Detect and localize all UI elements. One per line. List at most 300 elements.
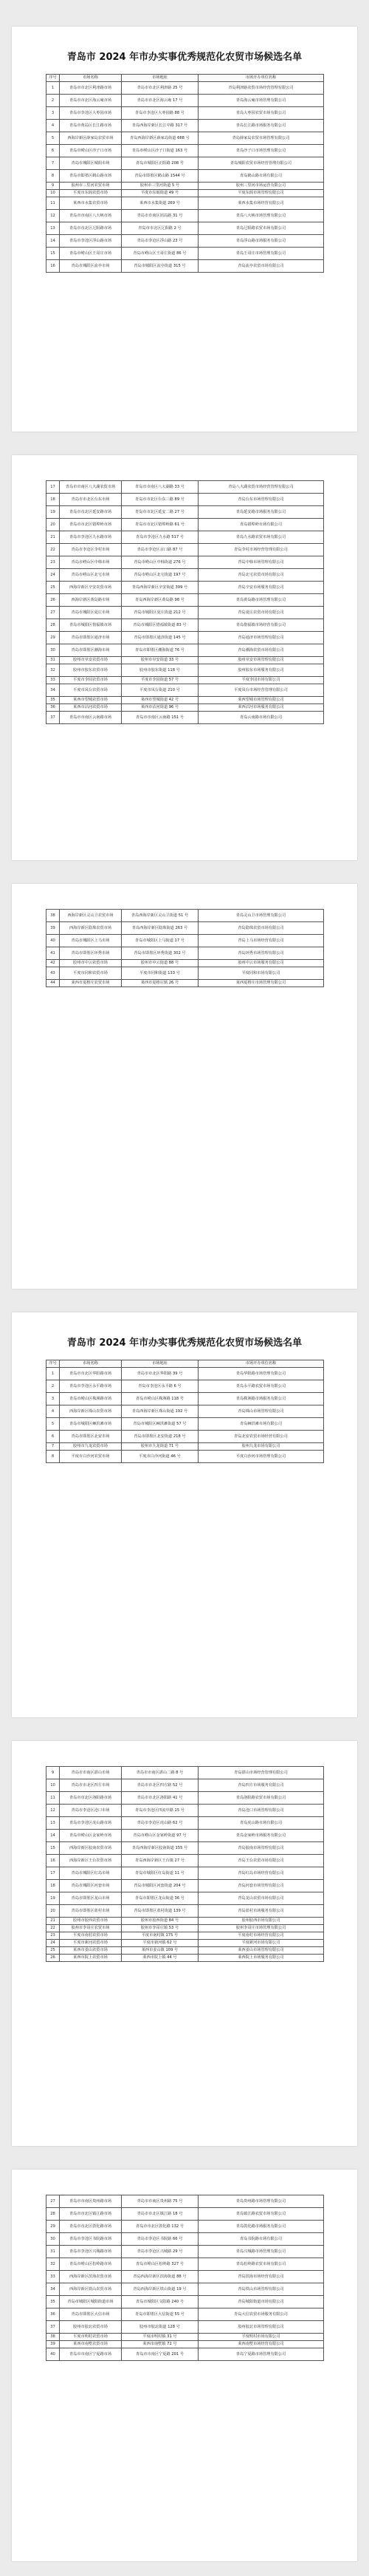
cell-market-name: 青岛市市南区贵州路市场 [60,2195,122,2208]
cell-market-address: 青岛市市南区宁夏路 201 号 [122,2348,199,2361]
cell-number: 17 [46,481,60,494]
cell-market-address: 青岛市崂山区金家岭街道 97 号 [122,1830,199,1842]
cell-operator-name: 平度李园市场有限公司 [199,677,324,684]
cell-market-name: 青岛市李沧区李村市场 [60,544,122,556]
cell-market-address: 青岛市李沧区四流中路 15 号 [122,1805,199,1817]
cell-number: 40 [46,2348,60,2361]
cell-number: 14 [46,1830,60,1842]
cell-number: 28 [46,2208,60,2221]
cell-market-address: 莱西市南墅镇 72 号 [122,2341,199,2348]
cell-operator-name: 莱西院上市场服务有限公司 [199,1955,324,1962]
cell-operator-name: 青岛城阳街道市场有限公司 [199,2296,324,2308]
cell-number: 19 [46,506,60,519]
cell-operator-name: 胶州李哥庄市场管理有限公司 [199,1925,324,1932]
table-row [46,569,324,582]
cell-market-address: 青岛市即墨区潮海街道 76 号 [122,644,199,657]
table-row [46,2271,324,2283]
cell-number: 41 [46,947,60,960]
cell-number: 13 [46,222,60,235]
cell-operator-name: 青岛洛阳路农贸市场有限公司 [199,1792,324,1805]
cell-number: 36 [46,704,60,712]
cell-market-address: 青岛市即墨区北安街道 218 号 [122,1431,199,1443]
cell-operator-name: 青岛灵山卫市场管理有限公司 [199,910,324,922]
cell-operator-name: 青岛蓝村市场服务有限公司 [199,1905,324,1918]
cell-market-address: 青岛市即墨区龙山街道 36 号 [122,1892,199,1905]
table-row [46,657,324,664]
cell-number: 32 [46,664,60,677]
cell-market-name: 西海岸新区灵山卫农贸市场 [60,910,122,922]
cell-number: 4 [46,120,60,132]
cell-market-name: 青岛市市北区海云庵市场 [60,95,122,107]
cell-market-name: 莱西市水集农贸市场 [60,197,122,210]
cell-operator-name: 青岛辽阳路农贸市场有限公司 [199,222,324,235]
cell-number: 18 [46,1880,60,1892]
cell-operator-name: 胶州阜安市场管理有限公司 [199,657,324,664]
cell-market-name: 莱西市夏格庄农贸市场 [60,980,122,987]
table-row [46,145,324,157]
cell-market-name: 青岛市李沧区书院路市场 [60,2233,122,2246]
table-row [46,1932,324,1940]
cell-market-name: 青岛市市北区华阳路市场 [60,1368,122,1380]
market-table [46,1766,324,1962]
cell-market-name: 青岛市崂山区金家岭市场 [60,1830,122,1842]
cell-operator-name: 青岛铁山市场管理有限公司 [199,2283,324,2296]
table-row [46,607,324,619]
cell-market-name: 青岛市即墨区龙山市场 [60,1892,122,1905]
cell-market-name: 青岛市市北区洛阳路市场 [60,1792,122,1805]
cell-number: 15 [46,248,60,260]
cell-market-name: 平度市李园农贸市场 [60,677,122,684]
cell-operator-name: 青岛王哥庄市场管理有限公司 [199,248,324,260]
cell-market-name: 青岛市即墨区潮海市场 [60,644,122,657]
table-row [46,1947,324,1955]
cell-operator-name: 青岛松岭路农贸市场有限公司 [199,2258,324,2271]
cell-market-name: 平度市新河农贸市场 [60,1940,122,1947]
cell-operator-name: 青岛沧口市场管理有限公司 [199,1805,324,1817]
document-page-3 [12,884,357,1289]
cell-market-address: 青岛市市南区贵州路 75 号 [122,2195,199,2208]
table-row [46,697,324,704]
cell-number: 43 [46,967,60,980]
cell-number: 18 [46,494,60,506]
table-row [46,2308,324,2321]
cell-market-name: 青岛市李沧区永平路市场 [60,1380,122,1393]
table-row [46,960,324,967]
table-row [46,222,324,235]
cell-operator-name: 莱西沽河市场服务有限公司 [199,704,324,712]
cell-market-name: 青岛市城阳区流亭市场 [60,260,122,273]
cell-operator-name: 青岛惜福镇市场经营有限公司 [199,619,324,632]
cell-operator-name: 莱西望城市场管理有限公司 [199,697,324,704]
cell-market-address: 青岛西海岸新区铁山街道 19 号 [122,2283,199,2296]
cell-market-address: 青岛西海岸新区胶南街道 155 号 [122,1842,199,1855]
cell-operator-name: 青岛株洲路市场服务有限公司 [199,1393,324,1405]
cell-number: 38 [46,2334,60,2341]
cell-market-name: 青岛市崂山区沙子口市场 [60,145,122,157]
document-page-1 [12,27,357,432]
table-row [46,644,324,657]
table-row [46,2233,324,2246]
table-row [46,2296,324,2308]
cell-market-address: 青岛市即墨区环秀街道 302 号 [122,947,199,960]
table-row [46,1940,324,1947]
cell-market-address: 平度市李园街道 57 号 [122,677,199,684]
cell-number: 5 [46,132,60,145]
table-row [46,95,324,107]
cell-market-address: 平度市新河镇 62 号 [122,1940,199,1947]
cell-operator-name: 青岛北宅农贸市场有限公司 [199,569,324,582]
cell-operator-name: 青岛宁夏路市场管理有限公司 [199,2348,324,2361]
table-row [46,1443,324,1451]
cell-operator-name: 青岛夏庄农贸市场有限公司 [199,607,324,619]
table-row [46,684,324,697]
cell-number: 38 [46,910,60,922]
cell-market-name: 青岛市黄岛区长江路市场 [60,120,122,132]
cell-market-name: 西海岸新区铁山农贸市场 [60,2283,122,2296]
table-row [46,967,324,980]
cell-market-name: 青岛市李沧区沧口市场 [60,1805,122,1817]
cell-market-name: 莱西市院上农贸市场 [60,1955,122,1962]
header-market-name: 市场名称 [60,75,122,82]
cell-operator-name: 青岛上马市场经营有限公司 [199,935,324,947]
cell-number: 20 [46,519,60,531]
table-row [46,704,324,712]
cell-number: 9 [46,1767,60,1779]
cell-number: 29 [46,632,60,644]
cell-operator-name: 青岛贵州路市场管理有限公司 [199,2195,324,2208]
cell-operator-name: 青岛鹤山路市场有限公司 [199,170,324,183]
table-row [46,1918,324,1925]
cell-market-name: 胶州市九龙农贸市场 [60,1443,122,1451]
cell-market-address: 莱西市姜山镇 109 号 [122,1947,199,1955]
cell-market-address: 平度市南村镇 175 号 [122,1932,199,1940]
cell-market-name: 青岛市市北区镇江路市场 [60,2208,122,2221]
table-row [46,1925,324,1932]
document-page-5 [12,1741,357,2146]
cell-operator-name: 青岛辛安市场服务有限公司 [199,582,324,594]
cell-market-name: 西海岸新区滨海农贸市场 [60,2271,122,2283]
cell-market-address: 胶州市三里河街道 5 号 [122,183,199,190]
cell-market-address: 青岛西海岸新区黄岛路 98 号 [122,594,199,607]
table-row [46,2283,324,2296]
cell-number: 26 [46,594,60,607]
cell-market-address: 青岛市市南区云南路 151 号 [122,712,199,724]
table-row [46,519,324,531]
cell-market-name: 胶州市阜安农贸市场 [60,657,122,664]
cell-number: 30 [46,2233,60,2246]
table-row [46,1830,324,1842]
cell-operator-name: 青岛海云庵市场管理有限公司 [199,95,324,107]
cell-market-name: 青岛市市北区四方市场 [60,1779,122,1792]
market-table [46,2195,324,2361]
cell-operator-name: 青岛通济市场管理有限公司 [199,632,324,644]
cell-market-name: 胶州市李哥庄农贸市场 [60,1925,122,1932]
cell-number: 12 [46,210,60,222]
cell-number: 23 [46,1932,60,1940]
market-table [46,480,324,724]
cell-operator-name: 平度东阁市场管理有限公司 [199,190,324,197]
cell-operator-name: 平度新河市场有限公司 [199,1940,324,1947]
cell-market-name: 青岛市崂山区松岭路市场 [60,2258,122,2271]
table-row [46,197,324,210]
cell-number: 39 [46,2341,60,2348]
cell-market-address: 青岛市李沧区虎山路 62 号 [122,1817,199,1830]
table-row [46,594,324,607]
table-row [46,2195,324,2208]
cell-market-name: 青岛市李沧区大枣园市场 [60,107,122,120]
cell-market-address: 青岛西海岸新区隐珠街道 263 号 [122,922,199,935]
table-row [46,2348,324,2361]
cell-market-name: 青岛市即墨区鹤山路市场 [60,170,122,183]
cell-market-address: 青岛市市北区延安二路 27 号 [122,506,199,519]
table-row [46,506,324,519]
table-row [46,910,324,922]
table-row [46,157,324,170]
cell-number: 25 [46,1947,60,1955]
cell-market-name: 青岛市城阳区城阳市场 [60,157,122,170]
table-row [46,2208,324,2221]
cell-market-name: 青岛市市南区八大湖农贸市场 [60,481,122,494]
cell-operator-name: 青岛八大湖农贸市场经营管理有限公司 [199,481,324,494]
table-row [46,619,324,632]
cell-number: 28 [46,619,60,632]
table-row [46,210,324,222]
table-row [46,922,324,935]
cell-number: 15 [46,1842,60,1855]
cell-number: 39 [46,922,60,935]
table-row [46,1867,324,1880]
cell-operator-name: 平度南村市场经营有限公司 [199,1932,324,1940]
cell-operator-name: 青岛薛家岛农贸市场管理有限公司 [199,132,324,145]
cell-number: 8 [46,170,60,183]
cell-number: 33 [46,677,60,684]
cell-market-address: 青岛西海岸新区薛家岛街道 668 号 [122,132,199,145]
cell-number: 22 [46,544,60,556]
table-row [46,1792,324,1805]
cell-operator-name: 青岛北安农贸市场经营有限公司 [199,1431,324,1443]
table-row [46,170,324,183]
cell-market-address: 青岛市市北区敦化路 132 号 [122,2221,199,2233]
table-row [46,1431,324,1443]
cell-operator-name: 平度凤台市场经营管理有限公司 [199,684,324,697]
cell-market-address: 胶州市胶东街道 118 号 [122,664,199,677]
table-row [46,544,324,556]
cell-market-address: 平度市同和街道 133 号 [122,967,199,980]
cell-operator-name: 青岛书院路市场有限公司 [199,2233,324,2246]
cell-market-address: 青岛西海岸新区灵山卫街道 51 号 [122,910,199,922]
table-row [46,107,324,120]
cell-number: 27 [46,607,60,619]
cell-market-address: 青岛市城阳区正阳路 208 号 [122,157,199,170]
table-row [46,712,324,724]
cell-operator-name: 胶州胶东市场服务有限公司 [199,664,324,677]
cell-market-address: 青岛市崂山区沙子口街道 163 号 [122,145,199,157]
table-row [46,1451,324,1463]
cell-operator-name: 青岛中韩市场管理有限公司 [199,556,324,569]
cell-number: 16 [46,1855,60,1867]
cell-market-name: 平度市南村农贸市场 [60,1932,122,1940]
cell-operator-name: 青岛金家岭市场服务有限公司 [199,1830,324,1842]
table-row [46,531,324,544]
cell-market-name: 青岛市即墨区通济市场 [60,632,122,644]
cell-operator-name: 青岛虎山路市场有限公司 [199,1817,324,1830]
cell-market-name: 青岛市李沧区兴城路市场 [60,2246,122,2258]
table-row [46,556,324,569]
cell-operator-name: 莱西水集市场经营有限公司 [199,197,324,210]
table-row [46,190,324,197]
cell-market-name: 莱西市姜山农贸市场 [60,1947,122,1955]
cell-operator-name: 青岛珠山市场管理有限公司 [199,1405,324,1418]
cell-operator-name: 青岛延安路市场服务有限公司 [199,506,324,519]
table-row [46,1842,324,1855]
cell-market-address: 青岛西海岸新区珠山街道 192 号 [122,1405,199,1418]
cell-number: 21 [46,1918,60,1925]
market-table [46,909,324,987]
table-row [46,132,324,145]
cell-market-name: 青岛市崂山区株洲路市场 [60,1393,122,1405]
cell-market-address: 青岛西海岸新区辛安街道 399 号 [122,582,199,594]
cell-number: 10 [46,1779,60,1792]
cell-market-address: 青岛市崂山区松岭路 327 号 [122,2258,199,2271]
table-row [46,1955,324,1962]
cell-operator-name: 胶州胶北市场管理有限公司 [199,2321,324,2334]
cell-number: 24 [46,569,60,582]
cell-operator-name: 莱西姜山市场管理有限公司 [199,1947,324,1955]
cell-number: 21 [46,531,60,544]
table-row [46,1779,324,1792]
cell-operator-name: 青岛大信农贸市场服务有限公司 [199,2308,324,2321]
table-row [46,2334,324,2341]
cell-market-address: 青岛市李沧区大枣园路 88 号 [122,107,199,120]
cell-number: 9 [46,183,60,190]
cell-market-address: 莱西市水集街道 269 号 [122,197,199,210]
cell-market-name: 胶州市中云农贸市场 [60,960,122,967]
cell-operator-name: 青岛云南路市场有限公司 [199,712,324,724]
cell-operator-name: 平度白沙河市场管理有限公司 [199,1451,324,1463]
cell-operator-name: 青岛华阳路市场管理有限公司 [199,1368,324,1380]
cell-operator-name: 青岛红岛市场经营有限公司 [199,1867,324,1880]
market-table [46,74,324,273]
cell-operator-name: 青岛滨海市场经营有限公司 [199,2271,324,2283]
cell-operator-name: 青岛错埠岭市场有限公司 [199,519,324,531]
cell-market-name: 青岛市市南区宁夏路市场 [60,2348,122,2361]
cell-market-address: 青岛市城阳区夏庄街道 212 号 [122,607,199,619]
cell-market-address: 青岛市城阳区文阳路 240 号 [122,2296,199,2308]
table-row [46,1905,324,1918]
header-market-name: 市场名称 [60,1360,122,1368]
table-row [46,1405,324,1418]
table-row [46,1767,324,1779]
cell-operator-name: 青岛胶南市场管理有限公司 [199,1842,324,1855]
cell-market-name: 青岛市市北区台东市场 [60,494,122,506]
cell-number: 37 [46,712,60,724]
cell-operator-name: 莱西夏格庄市场管理有限公司 [199,980,324,987]
cell-operator-name: 青岛兴城路市场管理有限公司 [199,2246,324,2258]
table-row [46,2341,324,2348]
table-row [46,677,324,684]
cell-market-address: 胶州市胶西街道 84 号 [122,1918,199,1925]
cell-number: 25 [46,582,60,594]
cell-operator-name: 莱西南墅市场经营有限公司 [199,2341,324,2348]
table-row [46,1418,324,1431]
cell-market-name: 青岛市市北区延安路市场 [60,506,122,519]
cell-market-name: 西海岸新区黄岛路市场 [60,594,122,607]
cell-market-name: 平度市凤台农贸市场 [60,684,122,697]
cell-market-name: 青岛市即墨区北安市场 [60,1431,122,1443]
cell-market-name: 青岛市崂山区北宅市场 [60,569,122,582]
cell-operator-name: 青岛利津路农贸市场经营管理有限公司 [199,82,324,95]
cell-number: 35 [46,2296,60,2308]
cell-number: 11 [46,197,60,210]
cell-operator-name: 青岛流亭农贸市场有限公司 [199,260,324,273]
header-number: 序号 [46,1360,60,1368]
cell-operator-name: 青岛环秀市场管理有限公司 [199,947,324,960]
table-row [46,1368,324,1380]
cell-number: 14 [46,235,60,248]
document-page-2 [12,455,357,860]
cell-operator-name: 胶州胶西市场有限公司 [199,1918,324,1925]
cell-operator-name: 青岛大枣园农贸市场有限公司 [199,107,324,120]
cell-market-name: 青岛市即墨区大信市场 [60,2308,122,2321]
cell-number: 4 [46,1405,60,1418]
cell-market-name: 青岛市城阳区红岛市场 [60,1867,122,1880]
cell-market-address: 莱西市院上镇 44 号 [122,1955,199,1962]
table-row [46,1380,324,1393]
cell-operator-name: 青岛四方市场服务有限公司 [199,1779,324,1792]
cell-market-name: 青岛市城阳区夏庄市场 [60,607,122,619]
table-row [46,2221,324,2233]
cell-market-address: 胶州市九龙街道 71 号 [122,1443,199,1451]
cell-market-address: 青岛市城阳区上马街道 17 号 [122,935,199,947]
cell-number: 22 [46,1925,60,1932]
cell-market-address: 青岛市市北区海云庵 17 号 [122,95,199,107]
cell-market-address: 平度市白沙河街道 46 号 [122,1451,199,1463]
cell-market-name: 西海岸新区胶南农贸市场 [60,1842,122,1855]
cell-number: 2 [46,95,60,107]
cell-market-address: 青岛市李沧区浮山路 23 号 [122,235,199,248]
cell-market-address: 青岛市城阳区河套街道 204 号 [122,1880,199,1892]
cell-market-address: 胶州市中云街道 88 号 [122,960,199,967]
cell-market-address: 青岛市李沧区九水路 517 号 [122,531,199,544]
table-row [46,120,324,132]
table-row [46,260,324,273]
table-row [46,1855,324,1867]
cell-market-address: 青岛市李沧区京口路 87 号 [122,544,199,556]
cell-number: 3 [46,1393,60,1405]
cell-market-address: 青岛市崂山区王哥庄街道 86 号 [122,248,199,260]
cell-market-name: 青岛市市南区八大峡市场 [60,210,122,222]
cell-number: 13 [46,1817,60,1830]
cell-operator-name: 青岛李村市场经营管理有限公司 [199,544,324,556]
cell-market-name: 青岛市市北区利津路市场 [60,82,122,95]
cell-market-name: 西海岸新区辛安农贸市场 [60,582,122,594]
cell-number: 1 [46,1368,60,1380]
cell-number: 29 [46,2221,60,2233]
header-market-address: 市场地址 [122,75,199,82]
cell-market-name: 青岛市崂山区中韩市场 [60,556,122,569]
page-title: 青岛市 2024 年市办实事优秀规范化农贸市场候选名单 [66,52,303,63]
cell-number: 32 [46,2258,60,2271]
cell-operator-name: 青岛隐珠农贸市场有限公司 [199,922,324,935]
cell-market-name: 莱西市沽河农贸市场 [60,704,122,712]
cell-market-name: 青岛市市北区辽阳路市场 [60,222,122,235]
table-row [46,1880,324,1892]
cell-market-name: 青岛市李沧区虎山路市场 [60,1817,122,1830]
cell-number: 2 [46,1380,60,1393]
header-market-address: 市场地址 [122,1360,199,1368]
cell-number: 1 [46,82,60,95]
table-row [46,2246,324,2258]
